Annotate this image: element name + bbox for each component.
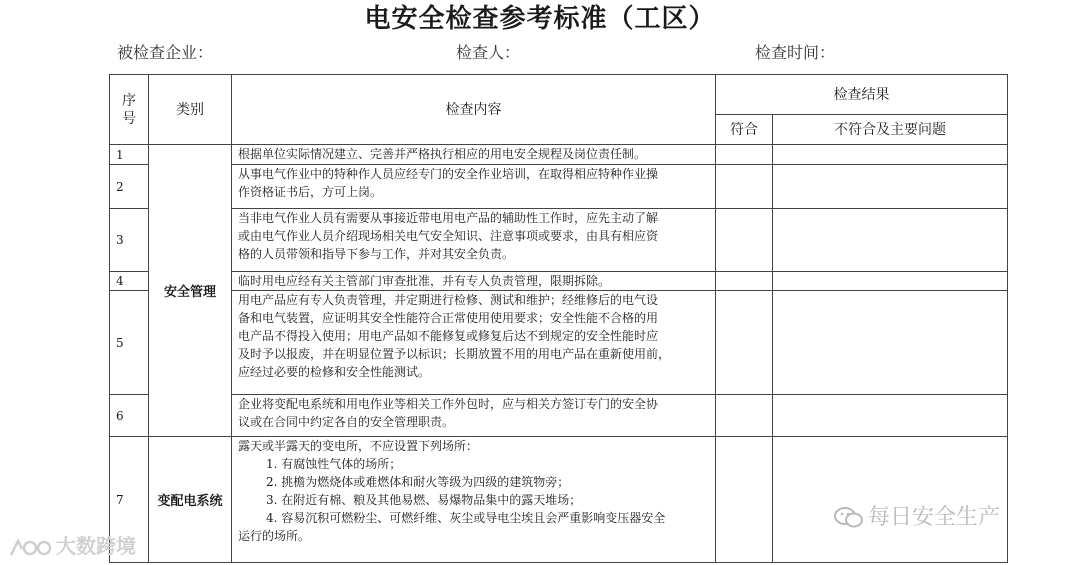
inspection-table — [109, 74, 1008, 563]
inspector-label: 检查人： — [456, 43, 521, 62]
content-line: 临时用电应经有关主管部门审查批准，并有专人负责管理，限期拆除。 — [238, 274, 611, 288]
row-number: 5 — [110, 291, 149, 395]
watermark-wechat — [834, 503, 1000, 533]
table-row — [110, 209, 1008, 272]
content-line: 当非电气作业人员有需要从事接近带电用电产品的辅助性工作时，应先主动了解 — [238, 211, 659, 225]
content-line: 根据单位实际情况建立、完善并严格执行相应的用电安全规程及岗位责任制。 — [238, 147, 647, 161]
table-row — [110, 395, 1008, 437]
noncomply-cell[interactable] — [773, 145, 1008, 165]
comply-cell[interactable] — [716, 145, 773, 165]
content-line: 及时予以报废，并在明显位置予以标识；长期放置不用的用电产品在重新使用前， — [238, 347, 671, 361]
header-category: 类别 — [149, 75, 232, 145]
content-line: 企业将变配电系统和用电作业等相关工作外包时，应与相关方签订专门的安全协 — [238, 397, 659, 411]
comply-cell[interactable] — [716, 165, 773, 209]
comply-cell[interactable] — [716, 395, 773, 437]
inspection-time-label: 检查时间： — [755, 43, 836, 62]
header-no: 序号 — [110, 75, 149, 145]
comply-cell[interactable] — [716, 291, 773, 395]
content-line: 或由电气作业人员介绍现场相关电气安全知识、注意事项或要求，由具有相应资 — [238, 229, 659, 243]
content-line: 从事电气作业中的特种作人员应经专门的安全作业培训，在取得相应特种作业操 — [238, 167, 659, 181]
row-content — [232, 437, 716, 563]
row-number: 7 — [110, 437, 149, 563]
row-content — [232, 209, 716, 272]
brand-logo-icon — [8, 537, 52, 559]
noncomply-cell[interactable] — [773, 209, 1008, 272]
row-number: 4 — [110, 272, 149, 291]
chat-bubble-icon — [834, 506, 864, 530]
row-number: 1 — [110, 145, 149, 165]
content-line: 用电产品应有专人负责管理，并定期进行检修、测试和维护；经维修后的电气设 — [238, 293, 659, 307]
content-line: 4. 容易沉积可燃粉尘、可燃纤维、灰尘或导电尘埃且会严重影响变压器安全 — [266, 511, 666, 525]
page-title: 电安全检查参考标准（工区） — [364, 4, 716, 34]
row-number: 6 — [110, 395, 149, 437]
row-number: 3 — [110, 209, 149, 272]
watermark-right-text: 每日安全生产 — [868, 505, 1001, 530]
content-line: 3. 在附近有棉、粮及其他易燃、易爆物品集中的露天堆场； — [266, 493, 582, 507]
table-row — [110, 291, 1008, 395]
watermark-brand — [8, 533, 136, 559]
table-row — [110, 145, 1008, 165]
noncomply-cell[interactable] — [773, 437, 1008, 563]
category-safety: 安全管理 — [149, 145, 232, 437]
noncomply-cell[interactable] — [773, 272, 1008, 291]
header-result: 检查结果 — [716, 75, 1008, 115]
row-content — [232, 291, 716, 395]
content-line: 格的人员带领和指导下参与工作，并对其安全负责。 — [238, 247, 515, 261]
table-row — [110, 272, 1008, 291]
content-line: 运行的场所。 — [238, 529, 311, 543]
row-content — [232, 395, 716, 437]
content-line: 露天或半露天的变电所，不应设置下列场所： — [238, 439, 479, 453]
comply-cell[interactable] — [716, 272, 773, 291]
header-comply: 符合 — [716, 115, 773, 145]
comply-cell[interactable] — [716, 437, 773, 563]
table-row — [110, 165, 1008, 209]
noncomply-cell[interactable] — [773, 165, 1008, 209]
content-line: 2. 挑檐为燃烧体或难燃体和耐火等级为四级的建筑物旁； — [266, 475, 570, 489]
content-line: 电产品不得投入使用；用电产品如不能修复或修复后达不到规定的安全性能时应 — [238, 329, 659, 343]
category-substation: 变配电系统 — [149, 437, 232, 563]
content-line: 1. 有腐蚀性气体的场所； — [266, 457, 402, 471]
table-row — [110, 437, 1008, 563]
row-content — [232, 272, 716, 291]
row-content — [232, 165, 716, 209]
row-number: 2 — [110, 165, 149, 209]
content-line: 应经过必要的检修和安全性能测试。 — [238, 365, 431, 379]
content-line: 作资格证书后，方可上岗。 — [238, 185, 383, 199]
watermark-left-text: 大数跨境 — [56, 534, 136, 558]
noncomply-cell[interactable] — [773, 291, 1008, 395]
content-line: 备和电气装置，应证明其安全性能符合正常使用使用要求；安全性能不合格的用 — [238, 311, 659, 325]
content-line: 议或在合同中约定各自的安全管理职责。 — [238, 415, 455, 429]
header-content: 检查内容 — [232, 75, 716, 145]
enterprise-label: 被检查企业： — [117, 43, 214, 62]
row-content — [232, 145, 716, 165]
noncomply-cell[interactable] — [773, 395, 1008, 437]
header-noncomply: 不符合及主要问题 — [773, 115, 1008, 145]
comply-cell[interactable] — [716, 209, 773, 272]
